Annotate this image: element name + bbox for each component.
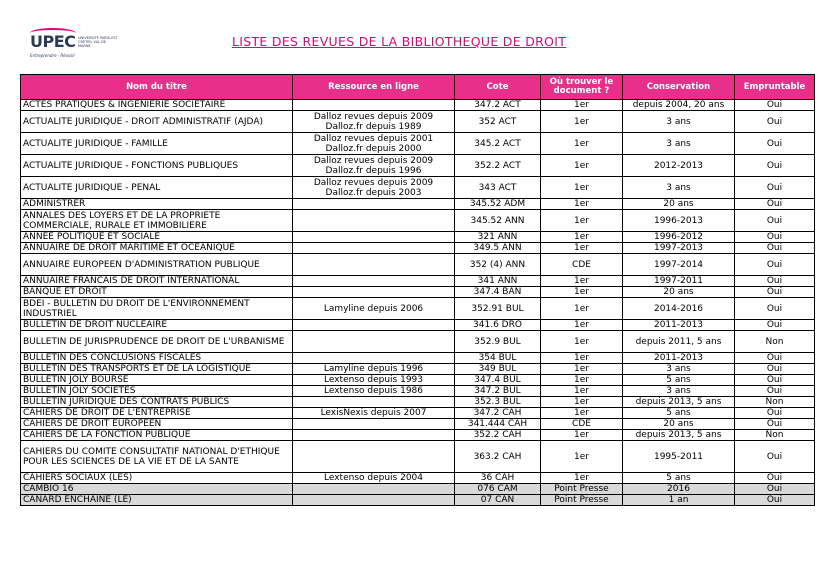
- cell-title: CAHIERS DU COMITE CONSULTATIF NATIONAL D'ETHIQUE POUR LES SCIENCES DE LA VIE ET DE LA SANTE: [21, 441, 293, 473]
- cell-conservation: 1 an: [623, 495, 735, 506]
- cell-cote: 347.2 ACT: [455, 100, 541, 111]
- online-resource-line: Dalloz revues depuis 2009: [313, 111, 434, 122]
- logo-subtitle: UNIVERSITÉ PARIS-EST CRÉTEIL VAL DE MARNE: [78, 36, 118, 48]
- cell-location: CDE: [541, 419, 623, 430]
- cell-cote: 07 CAN: [455, 495, 541, 506]
- cell-title: ANNUAIRE DE DROIT MARITIME ET OCEANIQUE: [21, 243, 293, 254]
- cell-online-resource: [293, 287, 455, 298]
- cell-cote: 36 CAH: [455, 473, 541, 484]
- cell-cote: 345.52 ADM: [455, 199, 541, 210]
- cell-borrowable: Oui: [735, 298, 815, 320]
- cell-title: BULLETIN DE DROIT NUCLEAIRE: [21, 320, 293, 331]
- cell-location: 1er: [541, 100, 623, 111]
- cell-borrowable: Oui: [735, 484, 815, 495]
- cell-title: ACTUALITE JURIDIQUE - DROIT ADMINISTRATIF (AJDA): [21, 111, 293, 133]
- table-row: [21, 419, 815, 430]
- cell-cote: 076 CAM: [455, 484, 541, 495]
- table-header-row: [21, 75, 815, 100]
- cell-title: BDEI - BULLETIN DU DROIT DE L'ENVIRONNEMENT INDUSTRIEL: [21, 298, 293, 320]
- cell-borrowable: Oui: [735, 111, 815, 133]
- cell-title: ACTUALITE JURIDIQUE - FAMILLE: [21, 133, 293, 155]
- col-header-location: Où trouver le document ?: [541, 75, 623, 100]
- cell-title: ANNALES DES LOYERS ET DE LA PROPRIETE COMMERCIALE, RURALE ET IMMOBILIERE: [21, 210, 293, 232]
- cell-borrowable: Oui: [735, 254, 815, 276]
- cell-online-resource: [293, 484, 455, 495]
- cell-location: 1er: [541, 353, 623, 364]
- cell-location: 1er: [541, 155, 623, 177]
- cell-location: 1er: [541, 199, 623, 210]
- cell-cote: 347.2 BUL: [455, 386, 541, 397]
- cell-conservation: 2011-2013: [623, 353, 735, 364]
- cell-title: ANNUAIRE FRANCAIS DE DROIT INTERNATIONAL: [21, 276, 293, 287]
- cell-conservation: depuis 2011, 5 ans: [623, 331, 735, 353]
- cell-location: 1er: [541, 210, 623, 232]
- cell-cote: 352.2 ACT: [455, 155, 541, 177]
- cell-conservation: depuis 2013, 5 ans: [623, 430, 735, 441]
- cell-conservation: 3 ans: [623, 133, 735, 155]
- cell-online-resource: [293, 199, 455, 210]
- cell-location: 1er: [541, 133, 623, 155]
- cell-cote: 352.9 BUL: [455, 331, 541, 353]
- page-header: [0, 0, 836, 72]
- online-resource-line: Dalloz revues depuis 2001: [313, 133, 434, 144]
- cell-location: 1er: [541, 364, 623, 375]
- cell-online-resource: [293, 254, 455, 276]
- cell-cote: 345.2 ACT: [455, 133, 541, 155]
- cell-location: 1er: [541, 287, 623, 298]
- cell-title: BANQUE ET DROIT: [21, 287, 293, 298]
- cell-online-resource: [293, 243, 455, 254]
- cell-cote: 352.91 BUL: [455, 298, 541, 320]
- cell-location: 1er: [541, 473, 623, 484]
- online-resource-line: Dalloz revues depuis 2009: [313, 155, 434, 166]
- cell-borrowable: Oui: [735, 133, 815, 155]
- cell-online-resource: [293, 430, 455, 441]
- cell-title: BULLETIN JOLY SOCIETES: [21, 386, 293, 397]
- cell-location: 1er: [541, 111, 623, 133]
- col-header-borrowable: Empruntable: [735, 75, 815, 100]
- col-header-title: Nom du titre: [21, 75, 293, 100]
- cell-cote: 354 BUL: [455, 353, 541, 364]
- logo-text: UPEC: [30, 32, 76, 51]
- cell-title: ANNEE POLITIQUE ET SOCIALE: [21, 232, 293, 243]
- table-row: [21, 111, 815, 133]
- cell-online-resource: LexisNexis depuis 2007: [293, 408, 455, 419]
- table-row: [21, 331, 815, 353]
- cell-location: 1er: [541, 298, 623, 320]
- cell-cote: 347.4 BUL: [455, 375, 541, 386]
- cell-location: Point Presse: [541, 484, 623, 495]
- table-row: [21, 210, 815, 232]
- cell-location: 1er: [541, 243, 623, 254]
- col-header-cote: Cote: [455, 75, 541, 100]
- cell-borrowable: Oui: [735, 473, 815, 484]
- cell-title: CAHIERS DE LA FONCTION PUBLIQUE: [21, 430, 293, 441]
- table-row: [21, 430, 815, 441]
- cell-online-resource: [293, 100, 455, 111]
- logo-tagline: Entreprendre · Réussir: [30, 53, 76, 58]
- table-row: [21, 276, 815, 287]
- cell-online-resource: [293, 441, 455, 473]
- cell-online-resource: [293, 111, 455, 133]
- cell-borrowable: Oui: [735, 320, 815, 331]
- cell-title: BULLETIN DES TRANSPORTS ET DE LA LOGISTIQUE: [21, 364, 293, 375]
- cell-conservation: depuis 2004, 20 ans: [623, 100, 735, 111]
- table-row: [21, 473, 815, 484]
- cell-conservation: 20 ans: [623, 419, 735, 430]
- cell-borrowable: Oui: [735, 100, 815, 111]
- cell-conservation: 20 ans: [623, 199, 735, 210]
- cell-cote: 363.2 CAH: [455, 441, 541, 473]
- journals-table: [20, 74, 815, 506]
- cell-cote: 343 ACT: [455, 177, 541, 199]
- cell-cote: 349 BUL: [455, 364, 541, 375]
- cell-title: CAMBIO 16: [21, 484, 293, 495]
- cell-conservation: 2011-2013: [623, 320, 735, 331]
- cell-title: ANNUAIRE EUROPEEN D'ADMINISTRATION PUBLIQUE: [21, 254, 293, 276]
- cell-location: 1er: [541, 386, 623, 397]
- cell-conservation: 5 ans: [623, 408, 735, 419]
- cell-conservation: depuis 2013, 5 ans: [623, 397, 735, 408]
- cell-cote: 347.4 BAN: [455, 287, 541, 298]
- cell-borrowable: Oui: [735, 243, 815, 254]
- table-row: [21, 375, 815, 386]
- cell-online-resource: [293, 397, 455, 408]
- cell-title: CAHIERS DE DROIT EUROPEEN: [21, 419, 293, 430]
- table-row: [21, 155, 815, 177]
- cell-conservation: 1996-2013: [623, 210, 735, 232]
- cell-conservation: 1996-2012: [623, 232, 735, 243]
- cell-borrowable: Oui: [735, 375, 815, 386]
- cell-borrowable: Non: [735, 331, 815, 353]
- table-row: [21, 254, 815, 276]
- online-resource-line: Dalloz.fr depuis 1989: [325, 121, 422, 132]
- cell-online-resource: [293, 177, 455, 199]
- cell-online-resource: Lextenso depuis 2004: [293, 473, 455, 484]
- cell-borrowable: Non: [735, 430, 815, 441]
- cell-title: BULLETIN DES CONCLUSIONS FISCALES: [21, 353, 293, 364]
- cell-online-resource: [293, 133, 455, 155]
- table-row: [21, 495, 815, 506]
- cell-online-resource: Lextenso depuis 1986: [293, 386, 455, 397]
- table-row: [21, 298, 815, 320]
- cell-location: 1er: [541, 441, 623, 473]
- table-row: [21, 320, 815, 331]
- table-row: [21, 364, 815, 375]
- cell-online-resource: [293, 495, 455, 506]
- cell-title: CAHIERS DE DROIT DE L'ENTREPRISE: [21, 408, 293, 419]
- cell-title: BULLETIN DE JURISPRUDENCE DE DROIT DE L'URBANISME: [21, 331, 293, 353]
- online-resource-line: Dalloz.fr depuis 2000: [325, 143, 422, 154]
- cell-location: 1er: [541, 408, 623, 419]
- cell-cote: 341.444 CAH: [455, 419, 541, 430]
- table-row: [21, 408, 815, 419]
- cell-online-resource: Lamyline depuis 2006: [293, 298, 455, 320]
- logo-swoosh-icon: [30, 28, 76, 38]
- online-resource-line: Dalloz revues depuis 2009: [313, 177, 434, 188]
- cell-cote: 352 (4) ANN: [455, 254, 541, 276]
- cell-conservation: 20 ans: [623, 287, 735, 298]
- cell-online-resource: [293, 331, 455, 353]
- cell-borrowable: Oui: [735, 276, 815, 287]
- cell-conservation: 3 ans: [623, 364, 735, 375]
- cell-online-resource: [293, 210, 455, 232]
- col-header-online-resource: Ressource en ligne: [293, 75, 455, 100]
- cell-online-resource: [293, 232, 455, 243]
- cell-cote: 352.2 CAH: [455, 430, 541, 441]
- cell-cote: 341.6 DRO: [455, 320, 541, 331]
- cell-conservation: 2016: [623, 484, 735, 495]
- table-row: [21, 397, 815, 408]
- col-header-conservation: Conservation: [623, 75, 735, 100]
- cell-borrowable: Oui: [735, 177, 815, 199]
- cell-conservation: 5 ans: [623, 375, 735, 386]
- cell-cote: 352.3 BUL: [455, 397, 541, 408]
- cell-online-resource: [293, 419, 455, 430]
- cell-conservation: 3 ans: [623, 386, 735, 397]
- online-resource-line: Dalloz.fr depuis 1996: [325, 165, 422, 176]
- cell-location: 1er: [541, 177, 623, 199]
- cell-conservation: 1997-2013: [623, 243, 735, 254]
- table-row: [21, 243, 815, 254]
- table-row: [21, 177, 815, 199]
- cell-location: 1er: [541, 276, 623, 287]
- cell-conservation: 3 ans: [623, 111, 735, 133]
- cell-conservation: 1995-2011: [623, 441, 735, 473]
- cell-location: CDE: [541, 254, 623, 276]
- cell-location: 1er: [541, 232, 623, 243]
- cell-title: BULLETIN JOLY BOURSE: [21, 375, 293, 386]
- cell-online-resource: [293, 155, 455, 177]
- cell-title: CAHIERS SOCIAUX (LES): [21, 473, 293, 484]
- cell-location: 1er: [541, 397, 623, 408]
- table-row: [21, 133, 815, 155]
- cell-borrowable: Oui: [735, 386, 815, 397]
- cell-title: CANARD ENCHAINE (LE): [21, 495, 293, 506]
- cell-title: BULLETIN JURIDIQUE DES CONTRATS PUBLICS: [21, 397, 293, 408]
- table-row: [21, 287, 815, 298]
- cell-online-resource: Lextenso depuis 1993: [293, 375, 455, 386]
- cell-borrowable: Oui: [735, 441, 815, 473]
- cell-cote: 345.52 ANN: [455, 210, 541, 232]
- cell-conservation: 3 ans: [623, 177, 735, 199]
- upec-logo: [30, 34, 120, 64]
- table-row: [21, 353, 815, 364]
- cell-location: 1er: [541, 430, 623, 441]
- cell-cote: 347.2 CAH: [455, 408, 541, 419]
- cell-conservation: 5 ans: [623, 473, 735, 484]
- cell-borrowable: Oui: [735, 364, 815, 375]
- cell-online-resource: [293, 276, 455, 287]
- cell-borrowable: Oui: [735, 408, 815, 419]
- cell-location: 1er: [541, 320, 623, 331]
- cell-title: ACTUALITE JURIDIQUE - FONCTIONS PUBLIQUES: [21, 155, 293, 177]
- cell-conservation: 2014-2016: [623, 298, 735, 320]
- cell-online-resource: [293, 353, 455, 364]
- cell-location: Point Presse: [541, 495, 623, 506]
- cell-borrowable: Oui: [735, 419, 815, 430]
- table-row: [21, 441, 815, 473]
- table-row: [21, 199, 815, 210]
- cell-borrowable: Oui: [735, 287, 815, 298]
- table-row: [21, 484, 815, 495]
- cell-borrowable: Oui: [735, 210, 815, 232]
- table-row: [21, 232, 815, 243]
- cell-cote: 321 ANN: [455, 232, 541, 243]
- online-resource-line: Dalloz.fr depuis 2003: [325, 187, 422, 198]
- table-row: [21, 100, 815, 111]
- cell-online-resource: [293, 320, 455, 331]
- cell-cote: 352 ACT: [455, 111, 541, 133]
- cell-borrowable: Oui: [735, 232, 815, 243]
- cell-borrowable: Non: [735, 397, 815, 408]
- page-title: LISTE DES REVUES DE LA BIBLIOTHEQUE DE DROIT: [232, 34, 567, 49]
- cell-borrowable: Oui: [735, 353, 815, 364]
- cell-borrowable: Oui: [735, 155, 815, 177]
- table-body: [21, 100, 815, 506]
- cell-location: 1er: [541, 331, 623, 353]
- cell-borrowable: Oui: [735, 495, 815, 506]
- cell-title: ACTUALITE JURIDIQUE - PENAL: [21, 177, 293, 199]
- table-row: [21, 386, 815, 397]
- cell-cote: 349.5 ANN: [455, 243, 541, 254]
- cell-borrowable: Oui: [735, 199, 815, 210]
- cell-location: 1er: [541, 375, 623, 386]
- cell-title: ACTES PRATIQUES & INGENIERIE SOCIETAIRE: [21, 100, 293, 111]
- cell-conservation: 1997-2011: [623, 276, 735, 287]
- cell-conservation: 1997-2014: [623, 254, 735, 276]
- cell-conservation: 2012-2013: [623, 155, 735, 177]
- cell-cote: 341 ANN: [455, 276, 541, 287]
- cell-title: ADMINISTRER: [21, 199, 293, 210]
- cell-online-resource: Lamyline depuis 1996: [293, 364, 455, 375]
